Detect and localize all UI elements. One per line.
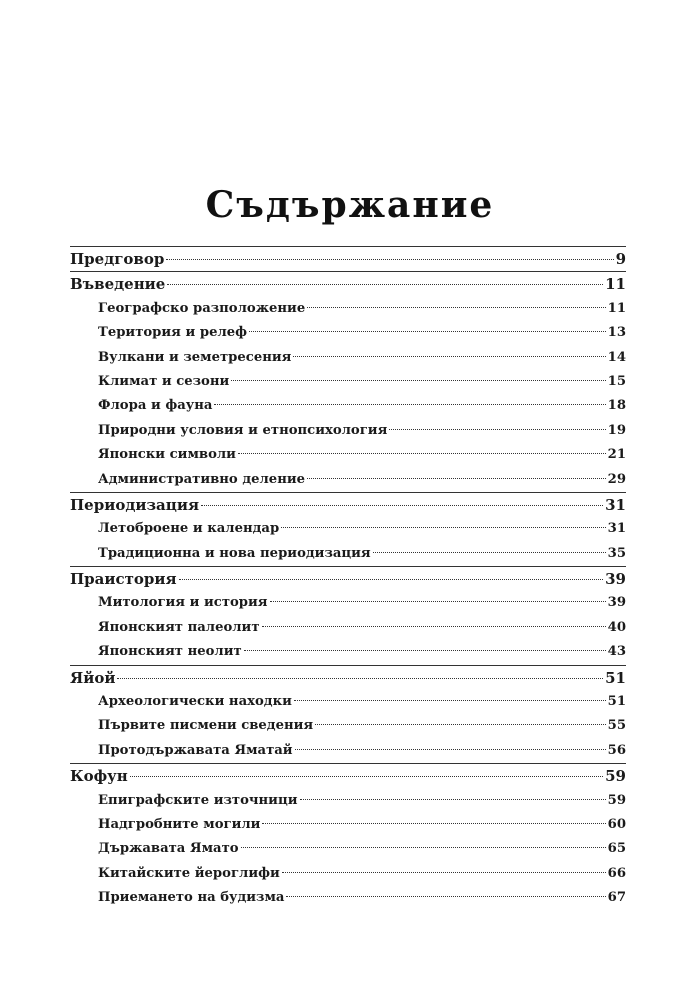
section-entry-page-number: 31 — [607, 521, 626, 537]
section-entry-page-number: 66 — [607, 865, 626, 881]
section-entry-title: Първите писмени сведения — [98, 718, 314, 734]
toc-chapter — [70, 666, 626, 764]
section-entry-title: Климат и сезони — [98, 373, 230, 389]
section-entry-page-number: 29 — [607, 471, 626, 487]
section-entry-page-number: 19 — [607, 422, 626, 438]
section-entry-title: Приемането на будизма — [98, 890, 285, 906]
dot-leader — [244, 650, 606, 651]
section-entry-title: Традиционна и нова периодизация — [98, 545, 371, 561]
section-entry[interactable] — [70, 591, 626, 615]
dot-leader — [214, 404, 605, 405]
toc-chapter — [70, 567, 626, 665]
section-entry-title: Флора и фауна — [98, 398, 213, 414]
section-entry-page-number: 43 — [607, 644, 626, 660]
section-entry-page-number: 14 — [607, 349, 626, 365]
chapter-entry[interactable] — [70, 272, 626, 296]
chapter-entry-title: Въведение — [70, 275, 166, 294]
section-entry-title: Японски символи — [98, 447, 236, 463]
section-entry-title: Археологически находки — [98, 694, 292, 710]
toc-chapter — [70, 272, 626, 492]
section-entry[interactable] — [70, 468, 626, 492]
section-entry[interactable] — [70, 517, 626, 541]
chapter-entry-title: Кофун — [70, 767, 128, 786]
chapter-entry-page-number: 59 — [605, 767, 626, 786]
section-entry[interactable] — [70, 443, 626, 467]
section-entry-page-number: 18 — [607, 398, 626, 414]
chapter-entry-page-number: 31 — [605, 495, 626, 514]
dot-leader — [167, 284, 603, 285]
dot-leader — [231, 380, 605, 381]
section-entry[interactable] — [70, 542, 626, 566]
section-entry-title: Епиграфските източници — [98, 792, 298, 808]
section-entry[interactable] — [70, 886, 626, 910]
section-entry-page-number: 13 — [607, 325, 626, 341]
section-entry-page-number: 55 — [607, 718, 626, 734]
section-entry[interactable] — [70, 837, 626, 861]
section-entry[interactable] — [70, 370, 626, 394]
section-entry[interactable] — [70, 616, 626, 640]
chapter-entry-page-number: 51 — [605, 668, 626, 687]
section-entry-page-number: 11 — [607, 300, 626, 316]
section-entry-title: Природни условия и етнопсихология — [98, 422, 388, 438]
dot-leader — [389, 429, 605, 430]
dot-leader — [295, 749, 606, 750]
section-entry[interactable] — [70, 419, 626, 443]
toc-chapter — [70, 247, 626, 271]
section-entry-title: Административно деление — [98, 471, 306, 487]
dot-leader — [262, 626, 606, 627]
dot-leader — [241, 847, 606, 848]
dot-leader — [300, 799, 606, 800]
dot-leader — [262, 823, 605, 824]
section-entry-title: Държавата Ямато — [98, 841, 239, 857]
chapter-entry-title: Яйой — [70, 668, 116, 687]
chapter-entry-page-number: 39 — [605, 570, 626, 589]
dot-leader — [294, 700, 606, 701]
section-entry-title: Територия и релеф — [98, 325, 248, 341]
section-entry[interactable] — [70, 714, 626, 738]
section-entry-title: Китайските йероглифи — [98, 865, 280, 881]
section-entry-title: Надгробните могили — [98, 816, 261, 832]
dot-leader — [201, 505, 603, 506]
section-entry-page-number: 39 — [607, 595, 626, 611]
dot-leader — [238, 453, 606, 454]
section-entry-title: Летоброене и календар — [98, 521, 280, 537]
section-entry-page-number: 67 — [607, 890, 626, 906]
section-entry-title: Протодържавата Яматай — [98, 742, 293, 758]
chapter-entry-title: Периодизация — [70, 495, 200, 514]
section-entry-title: Митология и история — [98, 595, 268, 611]
section-entry-page-number: 15 — [607, 373, 626, 389]
section-entry-page-number: 56 — [607, 742, 626, 758]
toc-chapter — [70, 493, 626, 566]
section-entry-title: Географско разположение — [98, 300, 306, 316]
chapter-entry[interactable] — [70, 764, 626, 788]
section-entry-title: Японският палеолит — [98, 619, 260, 635]
section-entry-page-number: 51 — [607, 694, 626, 710]
dot-leader — [286, 896, 605, 897]
dot-leader — [179, 579, 603, 580]
dot-leader — [307, 307, 605, 308]
section-entry[interactable] — [70, 640, 626, 664]
section-entry-page-number: 59 — [607, 792, 626, 808]
section-entry-page-number: 65 — [607, 841, 626, 857]
section-entry[interactable] — [70, 862, 626, 886]
section-entry[interactable] — [70, 346, 626, 370]
table-of-contents — [70, 246, 626, 911]
section-entry[interactable] — [70, 690, 626, 714]
section-entry[interactable] — [70, 813, 626, 837]
section-entry-page-number: 40 — [607, 619, 626, 635]
chapter-entry[interactable] — [70, 666, 626, 690]
chapter-entry[interactable] — [70, 247, 626, 271]
chapter-entry[interactable] — [70, 493, 626, 517]
section-entry-page-number: 35 — [607, 545, 626, 561]
chapter-entry[interactable] — [70, 567, 626, 591]
toc-chapter — [70, 764, 626, 910]
dot-leader — [117, 678, 603, 679]
section-entry-title: Японският неолит — [98, 644, 242, 660]
section-entry-page-number: 21 — [607, 447, 626, 463]
chapter-entry-title: Предговор — [70, 250, 165, 268]
dot-leader — [130, 776, 603, 777]
dot-leader — [249, 331, 606, 332]
section-entry[interactable] — [70, 789, 626, 813]
dot-leader — [166, 259, 613, 260]
dot-leader — [315, 724, 605, 725]
chapter-entry-title: Праистория — [70, 570, 177, 589]
section-entry[interactable] — [70, 739, 626, 763]
dot-leader — [307, 478, 606, 479]
section-entry[interactable] — [70, 394, 626, 418]
dot-leader — [282, 872, 606, 873]
section-entry[interactable] — [70, 321, 626, 345]
section-entry[interactable] — [70, 297, 626, 321]
dot-leader — [281, 527, 605, 528]
dot-leader — [373, 552, 606, 553]
dot-leader — [270, 601, 606, 602]
chapter-entry-page-number: 11 — [605, 275, 626, 294]
section-entry-title: Вулкани и земетресения — [98, 349, 292, 365]
chapter-entry-page-number: 9 — [615, 250, 626, 268]
section-entry-page-number: 60 — [607, 816, 626, 832]
page-title: Съдържание — [205, 184, 495, 226]
dot-leader — [293, 356, 605, 357]
